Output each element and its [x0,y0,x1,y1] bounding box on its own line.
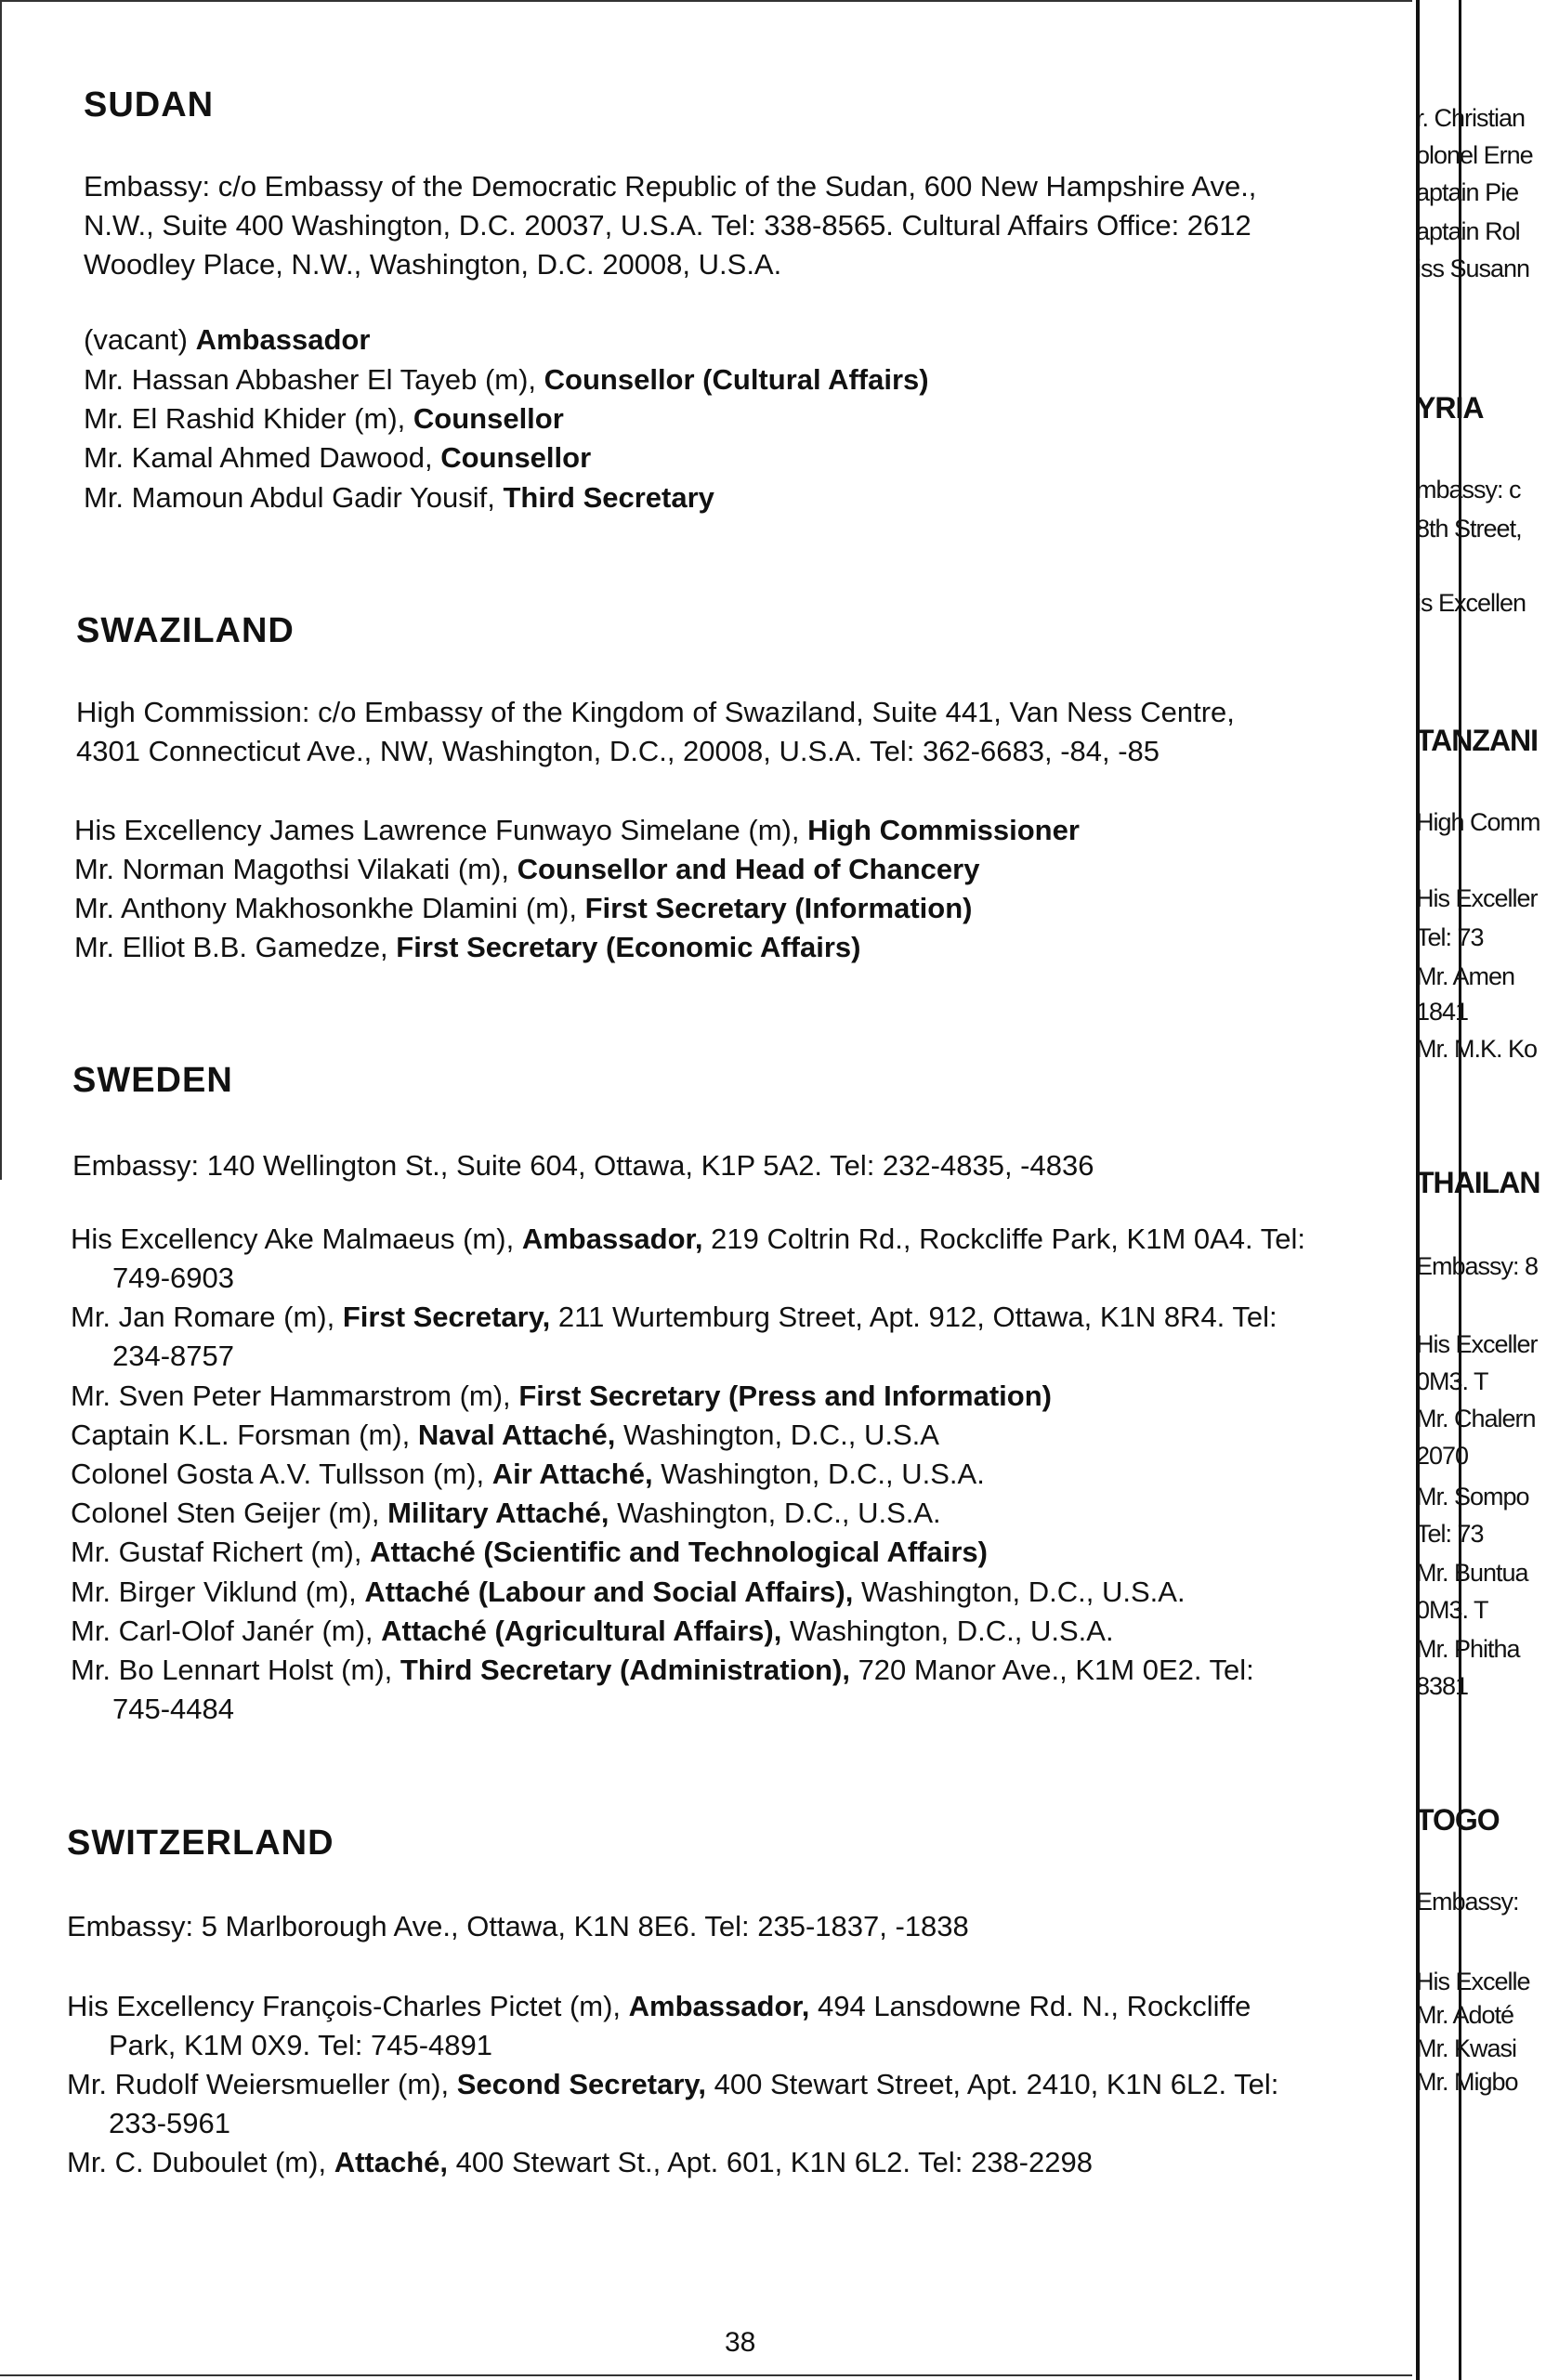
staff-address-continued: 234-8757 [112,1340,235,1372]
staff-name: Mr. Hassan Abbasher El Tayeb (m), [84,363,537,396]
staff-entry [71,1416,939,1455]
adjacent-text-line: Mr. Chalern [1416,1405,1536,1432]
staff-name: Mr. Anthony Makhosonkhe Dlamini (m), [74,892,577,924]
staff-name: Mr. El Rashid Khider (m), [84,402,406,435]
staff-title: Attaché, [334,2146,448,2178]
staff-title: First Secretary (Economic Affairs) [396,931,861,963]
staff-entry [84,360,929,399]
staff-entry [71,1220,1305,1298]
adjacent-heading: TOGO [1416,1803,1500,1837]
staff-entry [74,850,979,889]
adjacent-text-line: aptain Pie [1416,178,1519,206]
address-line: Woodley Place, N.W., Washington, D.C. 20008, U.S.A. [84,248,782,281]
staff-address-continued: 749-6903 [112,1262,235,1294]
staff-title: High Commissioner [807,814,1080,846]
section-heading: SWITZERLAND [67,1824,334,1863]
adjacent-text-line: Mr. Sompo [1416,1483,1529,1510]
staff-title: Military Attaché, [387,1497,609,1529]
staff-entry [71,1494,941,1533]
staff-name: Colonel Gosta A.V. Tullsson (m), [71,1458,485,1490]
adjacent-text-line: 1841 [1416,998,1469,1026]
address-block [84,167,1256,284]
staff-title: Third Secretary [503,481,714,514]
staff-address: 400 Stewart St., Apt. 601, K1N 6L2. Tel: 238-2298 [455,2146,1093,2178]
staff-name: Mr. Elliot B.B. Gamedze, [74,931,388,963]
address-block [72,1146,1094,1185]
staff-name: His Excellency James Lawrence Funwayo Simelane (m), [74,814,800,846]
adjacent-text-line: Embassy: 8 [1416,1252,1539,1280]
adjacent-text-line: r. Christian [1416,104,1526,132]
staff-address: Washington, D.C., U.S.A [622,1419,939,1451]
staff-title: Counsellor [413,402,564,435]
staff-title: Second Secretary, [456,2068,706,2100]
adjacent-text-line: Mr. M.K. Ko [1416,1035,1538,1063]
staff-title: Counsellor and Head of Chancery [517,853,980,885]
adjacent-heading: TANZANI [1416,724,1539,757]
address-line: N.W., Suite 400 Washington, D.C. 20037, U.S.A. Tel: 338-8565. Cultural Affairs Office: 2612 [84,209,1251,242]
staff-address: 720 Manor Ave., K1M 0E2. Tel: [858,1654,1254,1686]
staff-title: Counsellor [440,441,592,474]
adjacent-text-line: Mr. Buntua [1416,1559,1528,1587]
staff-name: Mr. C. Duboulet (m), [67,2146,327,2178]
adjacent-text-line: iss Susann [1416,255,1530,282]
staff-address: Washington, D.C., U.S.A. [661,1458,985,1490]
staff-address: Washington, D.C., U.S.A. [789,1615,1114,1647]
adjacent-text-line: 0M3. T [1416,1596,1488,1624]
adjacent-text-line: is Excellen [1416,589,1526,617]
staff-entry [71,1377,1052,1416]
staff-address: 494 Lansdowne Rd. N., Rockcliffe [817,1990,1251,2022]
staff-entry [74,928,860,967]
adjacent-text-line: His Exceller [1416,1330,1538,1358]
staff-entry [67,2143,1093,2182]
staff-name: Mr. Carl-Olof Janér (m), [71,1615,373,1647]
adjacent-text-line: aptain Rol [1416,217,1520,245]
address-line: Embassy: c/o Embassy of the Democratic Republic of the Sudan, 600 New Hampshire Ave., [84,170,1257,203]
address-line: Embassy: 5 Marlborough Ave., Ottawa, K1N 8E6. Tel: 235-1837, -1838 [67,1910,969,1942]
staff-entry [84,320,370,360]
staff-entry [67,2065,1278,2143]
staff-title: First Secretary (Press and Information) [518,1380,1052,1412]
adjacent-text-line: His Exceller [1416,884,1538,912]
staff-address-continued: Park, K1M 0X9. Tel: 745-4891 [109,2029,493,2061]
adjacent-text-line: Mr. Amen [1416,962,1515,990]
staff-title: First Secretary, [342,1301,551,1333]
staff-address: Washington, D.C., U.S.A. [617,1497,941,1529]
adjacent-text-line: mbassy: c [1416,476,1521,503]
adjacent-text-line: Tel: 73 [1416,1520,1484,1548]
staff-entry [74,811,1080,850]
staff-entry [84,399,564,438]
adjacent-text-line: Mr. Migbo [1416,2068,1518,2096]
staff-title: Attaché (Labour and Social Affairs), [364,1576,854,1608]
staff-address: 211 Wurtemburg Street, Apt. 912, Ottawa, K1N 8R4. Tel: [557,1301,1277,1333]
section-heading: SWEDEN [72,1061,233,1100]
staff-name: Mr. Rudolf Weiersmueller (m), [67,2068,450,2100]
section-heading: SUDAN [84,85,215,124]
staff-name: Mr. Gustaf Richert (m), [71,1536,362,1568]
address-line: 4301 Connecticut Ave., NW, Washington, D.C., 20008, U.S.A. Tel: 362-6683, -84, -85 [76,735,1160,767]
staff-entry [71,1612,1114,1651]
section-heading: SWAZILAND [76,611,295,650]
staff-name: Captain K.L. Forsman (m), [71,1419,411,1451]
staff-address-continued: 233-5961 [109,2107,231,2139]
staff-title: First Secretary (Information) [584,892,973,924]
staff-name: His Excellency Ake Malmaeus (m), [71,1223,515,1255]
staff-title: Ambassador [195,323,371,356]
staff-name: Mr. Bo Lennart Holst (m), [71,1654,393,1686]
staff-name: Mr. Mamoun Abdul Gadir Yousif, [84,481,495,514]
staff-entry [71,1573,1186,1612]
staff-title: Ambassador, [521,1223,703,1255]
staff-entry [71,1533,988,1572]
adjacent-page-strip [1407,0,1546,2380]
staff-name: (vacant) [84,323,188,356]
adjacent-text-line: 8th Street, [1416,515,1522,543]
adjacent-heading: YRIA [1416,391,1484,425]
staff-address: 400 Stewart Street, Apt. 2410, K1N 6L2. Tel: [714,2068,1279,2100]
staff-name: Mr. Norman Magothsi Vilakati (m), [74,853,509,885]
address-line: Embassy: 140 Wellington St., Suite 604, Ottawa, K1P 5A2. Tel: 232-4835, -4836 [72,1149,1094,1182]
adjacent-text-line: 0M3. T [1416,1367,1488,1395]
adjacent-text-line: Tel: 73 [1416,923,1484,951]
staff-address: 219 Coltrin Rd., Rockcliffe Park, K1M 0A4. Tel: [711,1223,1305,1255]
staff-title: Third Secretary (Administration), [400,1654,850,1686]
adjacent-heading: THAILAN [1416,1166,1540,1199]
staff-entry [71,1651,1254,1729]
adjacent-text-line: Embassy: [1416,1888,1519,1916]
staff-title: Naval Attaché, [417,1419,616,1451]
staff-entry [71,1298,1277,1376]
staff-title: Air Attaché, [491,1458,653,1490]
staff-entry [67,1987,1251,2065]
address-line: High Commission: c/o Embassy of the Kingdom of Swaziland, Suite 441, Van Ness Centre, [76,696,1235,728]
address-block [67,1907,969,1946]
staff-name: Mr. Jan Romare (m), [71,1301,335,1333]
staff-name: Colonel Sten Geijer (m), [71,1497,380,1529]
staff-entry [84,478,714,517]
staff-entry [84,438,591,477]
staff-entry [71,1455,985,1494]
adjacent-text-line: 8381 [1416,1672,1469,1700]
staff-name: Mr. Kamal Ahmed Dawood, [84,441,433,474]
staff-name: His Excellency François-Charles Pictet (m), [67,1990,622,2022]
adjacent-text-line: His Excelle [1416,1968,1530,1995]
adjacent-text-line: Mr. Adoté [1416,2001,1514,2029]
staff-name: Mr. Sven Peter Hammarstrom (m), [71,1380,511,1412]
adjacent-text-line: 2070 [1416,1442,1469,1470]
staff-title: Counsellor (Cultural Affairs) [544,363,929,396]
staff-address: Washington, D.C., U.S.A. [860,1576,1186,1608]
staff-entry [74,889,973,928]
adjacent-text-line: Mr. Kwasi [1416,2034,1517,2062]
staff-address-continued: 745-4484 [112,1693,235,1725]
adjacent-text-line: Mr. Phitha [1416,1635,1520,1663]
staff-title: Attaché (Agricultural Affairs), [381,1615,782,1647]
staff-title: Attaché (Scientific and Technological Affairs) [370,1536,988,1568]
staff-name: Mr. Birger Viklund (m), [71,1576,357,1608]
address-block [76,693,1235,771]
staff-title: Ambassador, [628,1990,810,2022]
adjacent-text-line: olonel Erne [1416,141,1533,169]
adjacent-text-line: High Comm [1416,808,1540,836]
page-number: 38 [725,2327,756,2358]
